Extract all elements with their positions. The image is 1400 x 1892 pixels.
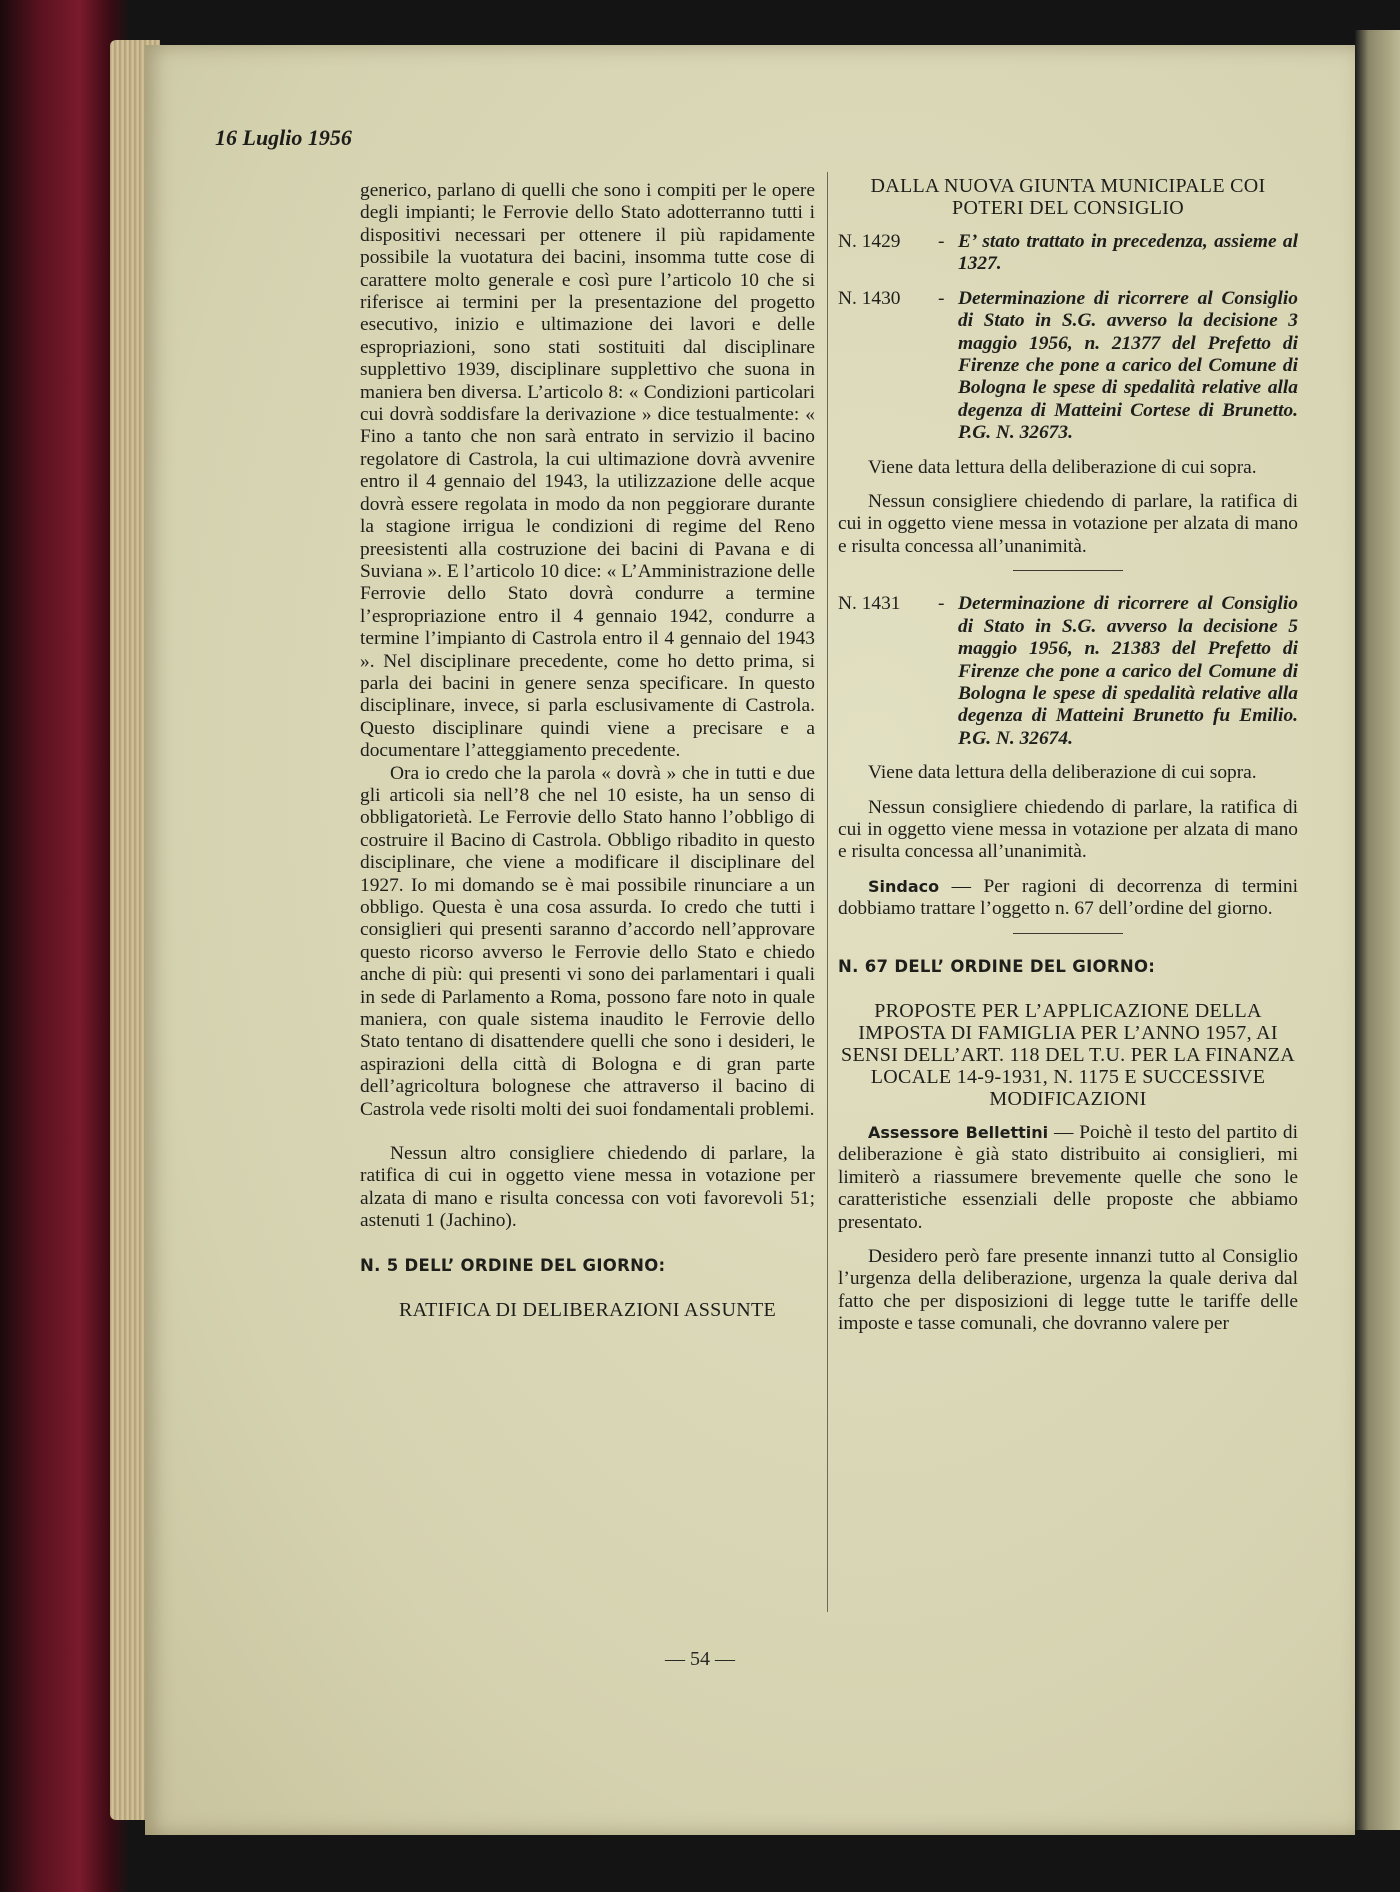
speaker-sindaco: Sindaco bbox=[868, 876, 940, 896]
section-heading-n5: N. 5 DELL’ ORDINE DEL GIORNO: bbox=[360, 1255, 666, 1275]
column-divider bbox=[827, 172, 828, 1612]
item-number: N. 1431 bbox=[838, 593, 901, 615]
item-number: N. 1429 bbox=[838, 231, 901, 252]
item-text: Determinazione di ricorrere al Consiglio di Stato in S.G. avverso la decisione 5 maggio 1956, n. 21383 del Prefetto di Firenze che pone a carico del Comune di Bologna le spese di spedalità relative alla degenza di Matteini Brunetto fu Emilio. P.G. N. 32674. bbox=[958, 593, 1298, 749]
paragraph-assessore bbox=[838, 1122, 1298, 1234]
paragraph-lettura-1431: Viene data lettura della deliberazione di cui sopra. bbox=[868, 762, 1257, 784]
item-text: Determinazione di ricorrere al Consiglio di Stato in S.G. avverso la decisione 3 maggio 1956, n. 21377 del Prefetto di Firenze che pone a carico del Comune di Bologna le spese di spedalità relative alla degenza di Matteini Cortese di Brunetto. P.G. N. 32673. bbox=[958, 287, 1298, 444]
paragraph-ratifica-1431: Nessun consigliere chiedendo di parlare, la ratifica di cui in oggetto viene messa in votazione per alzata di mano e risulta concessa all’unanimità. bbox=[838, 796, 1298, 863]
item-dash: - bbox=[938, 593, 945, 615]
item-dash: - bbox=[938, 231, 945, 252]
section-title-imposta-famiglia: PROPOSTE PER L’APPLICAZIONE DELLA IMPOSTA DI FAMIGLIA PER L’ANNO 1957, AI SENSI DELL’ART. 118 DEL T.U. PER LA FINANZA LOCALE 14-9-1931, N. 1175 E SUCCESSIVE MODIFICAZIONI bbox=[841, 999, 1295, 1110]
item-number: N. 1430 bbox=[838, 287, 901, 309]
left-column bbox=[360, 180, 815, 1321]
paragraph-ferrovie-disciplinare: generico, parlano di quelli che sono i compiti per le opere degli impianti; le Ferrovie dello Stato adotterranno tutti i dispositivi necessari per ottenere il più rapidamente possibile la vuotatura dei bacini, insomma tutte cose di carattere molto generale e così pure l’articolo 10 che si riferisce ai termini per la presentazione del progetto esecutivo, inizio e ultimazione dei lavori e delle espropriazioni, sono stati sostituiti dal disciplinare supplettivo 1939, disciplinare supplettivo che suona in maniera ben diversa. L’articolo 8: « Condizioni particolari cui dovrà soddisfare la derivazione » dice testualmente: « Fino a tanto che non sarà entrato in servizio il bacino regolatore di Castrola, la cui ultimazione dovrà avvenire entro il 4 gennaio del 1943, la utilizzazione delle acque dovrà essere regolata in modo da non peggiorare durante la stagione irrigua le condizioni di regime del Reno preesistenti alla costruzione dei bacini di Pavana e di Suviana ». E l’articolo 10 dice: « L’Amministrazione delle Ferrovie dello Stato dovrà condurre a termine l’espropriazione entro il 4 gennaio 1942, condurre a termine l’impianto di Castrola entro il 4 gennaio del 1943 ». Nel disciplinare precedente, come ho detto prima, si parla dei bacini in genere senza specificare. In questo disciplinare, invece, si parla esclusivamente di Castrola. Questo disciplinare quindi viene a precisare e a documentare l’atteggiamento precedente. bbox=[360, 180, 815, 762]
right-column bbox=[838, 175, 1298, 1336]
speaker-assessore-bellettini: Assessore Bellettini bbox=[868, 1122, 1049, 1142]
item-dash: - bbox=[938, 287, 945, 309]
item-text: E’ stato trattato in precedenza, assieme al 1327. bbox=[958, 231, 1298, 275]
speech-sindaco: — Per ragioni di decorrenza di termini dobbiamo trattare l’oggetto n. 67 dell’ordine del giorno. bbox=[838, 875, 1298, 920]
paragraph-sindaco bbox=[838, 876, 1298, 921]
item-1429 bbox=[838, 231, 1298, 276]
item-1431 bbox=[838, 593, 1298, 750]
item-1430 bbox=[838, 288, 1298, 445]
paragraph-urgenza: Desidero però fare presente innanzi tutto al Consiglio l’urgenza della deliberazione, urgenza la quale deriva dal fatto che per disposizioni di legge tutte le tariffe delle imposte e tasse comunali, che dovranno valere per bbox=[838, 1246, 1298, 1335]
section-heading-n67: N. 67 DELL’ ORDINE DEL GIORNO: bbox=[838, 956, 1156, 976]
paragraph-lettura-1430: Viene data lettura della deliberazione di cui sopra. bbox=[868, 456, 1257, 478]
paragraph-votazione-result: Nessun altro consigliere chiedendo di parlare, la ratifica di cui in oggetto viene messa in votazione per alzata di mano e risulta concessa con voti favorevoli 51; astenuti 1 (Jachino). bbox=[360, 1143, 815, 1232]
speech-assessore: — Poichè il testo del partito di deliberazione è già stato distribuito ai consiglieri, mi limiterò a riassumere brevemente quelle che sono le caratteristiche essenziali delle proposte che abbiamo presentato. bbox=[838, 1121, 1298, 1233]
page-number: — 54 — bbox=[665, 1648, 735, 1670]
paragraph-ratifica-1430: Nessun consigliere chiedendo di parlare, la ratifica di cui in oggetto viene messa in votazione per alzata di mano e risulta concessa all’unanimità. bbox=[838, 491, 1298, 557]
paragraph-dovra-obbligo: Ora io credo che la parola « dovrà » che in tutti e due gli articoli sia nell’8 che nel 10 esiste, ha un senso di obbligatorietà. Le Ferrovie dello Stato hanno l’obbligo di costruire il Bacino di Castrola. Obbligo ribadito in questo disciplinare, che viene a modificare il disciplinare del 1927. Io mi domando se è mai possibile rinunciare a un obbligo. Questa è una cosa assurda. Io credo che tutti i consiglieri qui presenti saranno d’accordo nell’approvare questo ricorso avverso le Ferrovie dello Stato e chiedo anche di più: qui presenti vi sono dei parlamentari i quali in sede di Parlamento a Roma, possono fare noto in quale maniera, con quale sistema inaudito le Ferrovie dello Stato tentano di disattendere quelli che sono i desideri, le aspirazioni della città di Bologna e di gran parte dell’agricoltura bolognese che attraverso il bacino di Castrola vede risolti molti dei suoi fondamentali problemi. bbox=[360, 762, 815, 1120]
next-page-edge bbox=[1355, 30, 1400, 1830]
page-header-date: 16 Luglio 1956 bbox=[215, 125, 352, 150]
section-title-giunta: DALLA NUOVA GIUNTA MUNICIPALE COI POTERI DEL CONSIGLIO bbox=[870, 175, 1266, 219]
section-title-ratifica: RATIFICA DI DELIBERAZIONI ASSUNTE bbox=[398, 1299, 777, 1322]
